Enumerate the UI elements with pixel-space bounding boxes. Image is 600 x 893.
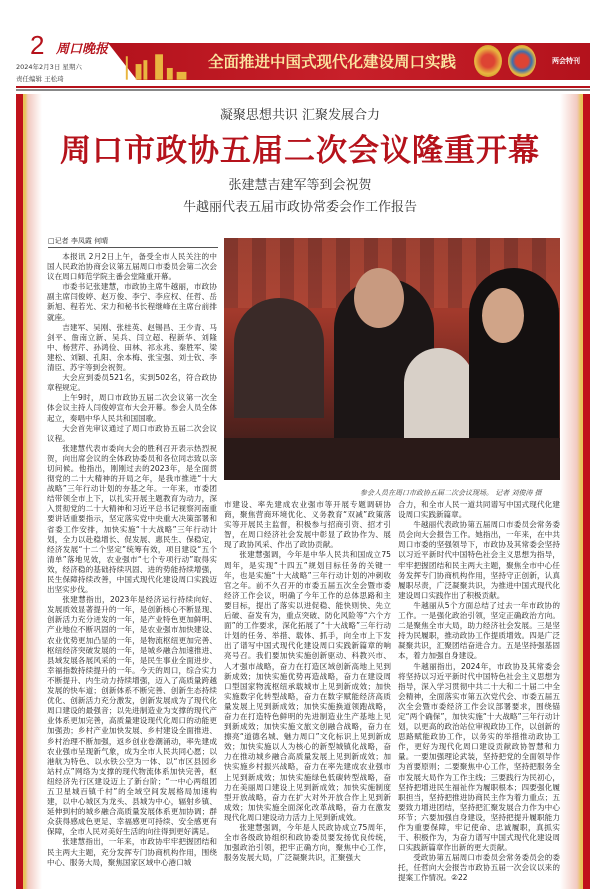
editor-credit: 责任编辑 王松琦 <box>16 75 64 83</box>
special-edition-label: 两会特刊 <box>552 57 580 65</box>
paragraph: 张建慧强调，今年是人民政协成立75周年，全市各级政协组织和政协委员要发扬优良传统，加强政治引领，把牢正确方向，聚焦中心工作，服务发展大局，广泛凝聚共识，汇聚强大 <box>224 823 391 863</box>
kicker: 凝聚思想共识 汇聚发展合力 <box>219 108 381 123</box>
paragraph: 吉建军、吴刚、张桂英、赵锡昌、王少青、马剑平、詹南立新、吴兵、闫立超、程新华、刘隆中、杨营芹、孙鸿俭、田林、祁永兆、秦胜军、梁建松、刘颖、孔阳、余本梅、张宝强、刘士钦、李清臣、苏宇等到会祝贺。 <box>47 322 217 373</box>
paragraph: 上午9时，周口市政协五届二次会议第一次全体会议主持人闫俊婷宣布大会开幕。参会人员全体起立，奏唱中华人民共和国国歌。 <box>47 393 217 423</box>
paragraph: 大会首先审议通过了周口市政协五届二次会议议程。 <box>47 423 217 443</box>
subhead: 张建慧吉建军等到会祝贺 <box>228 178 372 193</box>
paragraph: 牛越丽指出，2024年，市政协及其常委会将坚持以习近平新时代中国特色社会主义思想为指导，深入学习贯彻中共二十大和二十届二中全会精神，全面落实市第五次党代会、市委五届五次全会暨市委经济工作会议部署要求，围绕锚定“两个确保”，加快实施“十大战略”三年行动计划，以更高的政治站位审视政协工作，以创新的思路赋能政协工作，以务实的举措推动政协工作，更好为现代化周口建设贡献政协智慧和力量。一要加强理论武装，坚持把党的全面领导作为首要原则；二要聚焦中心工作，坚持把服务全市发展大局作为工作主线；三要践行为民初心，坚持把增进民生福祉作为履职根本；四要强化履职担当，坚持把推进协商民主作为着力重点；五要致力增进团结，坚持把汇聚发展合力作为中心环节；六要加强自身建设，坚持把提升履职能力作为重要保障，牢记使命、忠诚履职，真抓实干、积极作为，为奋力谱写中国式现代化建设周口实践新篇章作出新的更大贡献。 <box>398 661 560 853</box>
paragraph: 合力，和全市人民一道共同谱写中国式现代化建设周口实践新篇章。 <box>398 500 560 520</box>
header-rule <box>16 89 590 91</box>
paragraph: 张建慧指出，一年来，市政协牢牢把握团结和民主两大主题，充分发挥专门协商机构作用，围绕中心、服务大局，聚焦国家区域中心港口城 <box>47 837 217 867</box>
column-3 <box>398 500 560 883</box>
column-1 <box>47 252 217 866</box>
paragraph: 大会应到委员521名，实到502名，符合政协章程规定。 <box>47 373 217 393</box>
paragraph: 张建慧代表市委向大会的胜利召开表示热烈祝贺，向出席会议的全体政协委员和各位同志致以亲切问候。他指出，刚刚过去的2023年，是全面贯彻党的二十大精神的开局之年，是我市推进“十大战略”三年行动计划的夯基之年。一年来，市委团结带领全市上下，以扎实开展主题教育为动力，深入贯彻党的二十大精神和习近平总书记视察河南重要讲话重要指示，坚定落实党中央重大决策部署和省委工作安排，加快实施“十大战略”三年行动计划，全力以赴稳增长、促发展、惠民生、保稳定，经济发展“十二个坚定”统筹有效，项目建设“五个清单”落地见效，农业强市“七个专项行动”取得实效，经济稳的基础持续巩固、进的势能持续增强，民生保障持续改善，中国式现代化建设周口实践迈出坚实步伐。 <box>47 443 217 595</box>
national-emblem-icon <box>474 45 502 77</box>
skyline-icon <box>118 54 206 80</box>
byline: □记者 李凤霞 何晴 <box>48 236 218 248</box>
header-rule <box>16 86 590 88</box>
column-2 <box>224 500 391 866</box>
photo-caption: 参会人员在周口市政协五届二次会议现场。 记者 刘俊涛 摄 <box>360 489 542 497</box>
headline: 周口市政协五届二次会议隆重开幕 <box>60 133 540 169</box>
paragraph: 市建设、率先建成农业强市等开展专题调研协商，聚焦营商环境优化、义务教育“双减”政策落实等开展民主监督，积极参与招商引资、招才引智，在周口经济社会发展中彰显了政协作为、展现了政协风采、作出了政协贡献。 <box>224 500 391 550</box>
paragraph: 受政协第五届周口市委员会常务委员会的委托，任哲向大会报告市政协五届一次会议以来的提案工作情况。②22 <box>398 853 560 883</box>
conference-photo <box>224 238 560 480</box>
subhead: 牛越丽代表五届市政协常委会作工作报告 <box>182 200 417 215</box>
paragraph: 市委书记张建慧，市政协主席牛越丽，市政协副主席闫俊婷、赵万俊、李宁、李应权、任哲、岳新旭、程若光、宋力和秘书长程继峰在主席台前排就座。 <box>47 282 217 322</box>
paragraph: 牛越丽从5个方面总结了过去一年市政协的工作。一是强化政治引领，坚定正确政治方向。二是聚焦全市大局，助力经济社会发展。三是坚持为民履职，推动政协工作提质增效。四是广泛凝聚共识，汇聚团结奋进合力。五是坚持强基固本，着力加强自身建设。 <box>398 600 560 661</box>
issue-date: 2024年2月3日 星期六 <box>16 63 82 71</box>
paragraph: 张建慧强调，今年是中华人民共和国成立75周年，是实现“十四五”规划目标任务的关键一年，也是实施“十大战略”三年行动计划的冲刺收官之年。前不久召开的市委五届五次全会暨市委经济工作会议，明确了今年工作的总体思路和主要目标，提出了落实以进促稳、能快则快、先立后破、奋发有为，重点突破、防化风险等“六个方面”的工作要求，深化拓展了“十大战略”三年行动计划的任务、举措、载体、抓手，向全市上下发出了谱写中国式现代化建设周口实践新篇章的响亮号召。我们要加快实施创新驱动、科教兴市、人才强市战略，奋力在打造区域创新高地上见到新成效；加快实施优势再造战略，奋力在建设周口型国家物流枢纽承载城市上见到新成效；加快实施数字化转型战略，奋力在数字赋能经济高质量发展上见到新成效；加快实施换道领跑战略，奋力在打造特色鲜明的先进制造业生产基地上见到新成效；加快实施文旅文创融合战略，奋力在擦亮“道德名城、魅力周口”文化标识上见到新成效；加快实施以人为核心的新型城镇化战略，奋力在推动城乡融合高质量发展上见到新成效；加快实施乡村振兴战略，奋力在率先建成农业强市上见到新成效；加快实施绿色低碳转型战略，奋力在美丽周口建设上见到新成效；加快实施制度型开放战略，奋力在扩大对外开放合作上见到新成效；加快实施全面深化改革战略，奋力在激发现代化周口建设动力活力上见到新成效。 <box>224 550 391 822</box>
newspaper-logo: 周口晚报 <box>56 42 109 57</box>
banner-title: 全面推进中国式现代化建设周口实践 <box>208 52 457 71</box>
page-number: 2 <box>30 30 45 60</box>
paragraph: 牛越丽代表政协第五届周口市委员会常务委员会向大会报告工作。她指出，一年来，在中共周口市委的坚强领导下，市政协及其常委会坚持以习近平新时代中国特色社会主义思想为指导，牢牢把握团结和民主两大主题，聚焦全市中心任务发挥专门协商机构作用，坚持守正创新，认真履职尽责，广泛凝聚共识，为推进中国式现代化建设周口实践作出了积极贡献。 <box>398 520 560 600</box>
cppcc-emblem-icon <box>508 45 536 77</box>
paragraph: 张建慧指出，2023年是经济运行持续向好、发展质效显著提升的一年，是创新核心不断显现、创新活力充分迸发的一年，是产业特色更加鲜明、产业地位不断巩固的一年，是农业强市加快建设、农业优势更加凸显的一年，是物流枢纽更加完善、枢纽经济突破发展的一年，是城乡融合加速推进、县域发展各展风采的一年，是民生事业全面进步、幸福指数持续提升的一年。今天的周口，综合实力不断提升、内生动力持续增强，迈入了高质量跨越发展的快车道；创新体系不断完善、创新生态持续优化、创新活力充分激发，创新发展成为了现代化周口建设的最强音；以先进制造业为支撑的现代产业体系更加完善，高质量建设现代化周口的动能更加强劲；乡村产业加快发展、乡村建设全面推进、乡村治理不断加强，返乡创业卷潮涌动，率先建成农业强市呈现新气象，成为全市人民共同心愿；以港航为特色、以水铁公空为一体、以“市区县园乡站村点”网络为支撑的现代物流体系加快完善，枢纽经济先行区建设迈上了新台阶；“一中心两组团五卫星城百镇千村”的全域空间发展格局加速构建，以中心城区为龙头、县城为中心，辐射乡镇、延伸到村的城乡融合高质量发展体系更加协调；群众获得感成色更足、幸福感更可持续、安全感更有保障，全市人民对美好生活的向往得到更好满足。 <box>47 595 217 837</box>
paragraph: 本报讯 2月2日上午，备受全市人民关注的中国人民政治协商会议第五届周口市委员会第二次会议在周口师范学院主番会堂隆重开幕。 <box>47 252 217 282</box>
